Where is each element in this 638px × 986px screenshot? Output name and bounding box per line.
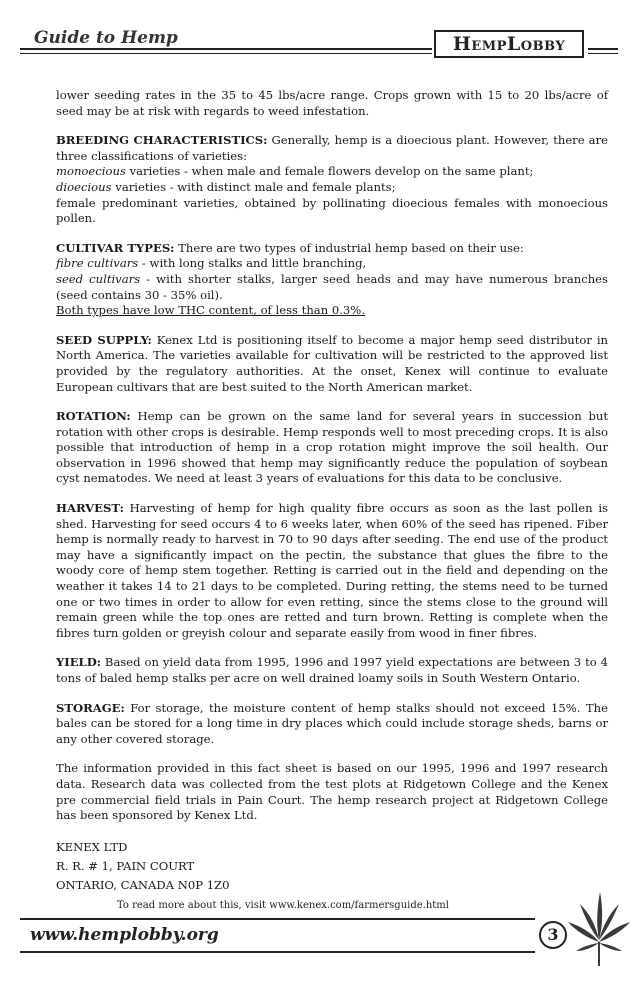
harvest-heading: HARVEST: — [56, 501, 124, 516]
monoecious-term: monoecious — [56, 164, 126, 179]
storage-paragraph — [56, 701, 608, 748]
intro-paragraph: lower seeding rates in the 35 to 45 lbs/acre range. Crops grown with 15 to 20 lbs/acre of seed may be at risk with regards to weed infestation. — [56, 88, 608, 118]
fibre-cultivars-term: fibre cultivars — [56, 256, 139, 271]
seed-supply-heading: SEED SUPPLY: — [56, 332, 152, 347]
yield-text: Based on yield data from 1995, 1996 and 1997 yield expectations are between 3 to 4 tons of baled hemp stalks per acre on well drained loamy soils in South Western Ontario. — [56, 655, 608, 685]
harvest-paragraph — [56, 501, 608, 641]
header-rule — [588, 53, 618, 54]
info-paragraph: The information provided in this fact sheet is based on our 1995, 1996 and 1997 research data. Research data was collected from the test plots at Ridgetown College and the Kenex pre commercial field trials in Pain Court. The hemp research project at Ridgetown College has been sponsored by Kenex Ltd. — [56, 761, 608, 823]
hemp-leaf-icon — [566, 890, 632, 968]
address-line: ONTARIO, CANADA N0P 1Z0 — [56, 877, 230, 892]
seed-supply-text: Kenex Ltd is positioning itself to become a major hemp seed distributor in North America. The varieties available for cultivation will be restricted to the approved list provided by the regulatory authorities. At the onset, Kenex will continue to evaluate European cultivars that are best suited to the North American market. — [56, 332, 608, 394]
breeding-heading: BREEDING CHARACTERISTICS: — [56, 133, 268, 148]
page-header — [0, 0, 638, 60]
cultivar-text: There are two types of industrial hemp based on their use: — [174, 240, 524, 255]
seed-cultivars-text: - with shorter stalks, larger seed heads and may have numerous branches (seed contains 30 - 35% oil). — [56, 271, 608, 302]
breeding-text: Generally, hemp is a dioecious plant. However, there are three classifications of varieties: — [56, 133, 608, 163]
header-rule — [20, 53, 432, 54]
yield-heading: YIELD: — [56, 655, 102, 670]
female-predominant-text: female predominant varieties, obtained by pollinating dioecious females with monoecious pollen. — [56, 195, 608, 226]
footer-url: www.hemplobby.org — [30, 925, 219, 945]
hemplobby-logo: HempLobby — [434, 30, 584, 58]
breeding-paragraph — [56, 133, 608, 227]
yield-paragraph — [56, 655, 608, 686]
rotation-paragraph — [56, 409, 608, 487]
seed-cultivars-term: seed cultivars — [56, 271, 141, 286]
footer-rule — [20, 951, 535, 953]
storage-text: For storage, the moisture content of hemp stalks should not exceed 15%. The bales can be stored for a long time in dry places which could include storage sheds, barns or any other covered storage. — [56, 700, 608, 746]
fibre-cultivars-text: - with long stalks and little branching, — [138, 256, 367, 271]
cultivar-heading: CULTIVAR TYPES: — [56, 240, 175, 255]
dioecious-text: varieties - with distinct male and female plants; — [111, 179, 396, 194]
thc-note: Both types have low THC content, of less than 0.3%. — [56, 303, 366, 318]
read-more-text: To read more about this, visit www.kenex.com/farmersguide.html — [117, 900, 449, 911]
footer-rule — [20, 918, 535, 920]
monoecious-text: varieties - when male and female flowers develop on the same plant; — [125, 164, 534, 179]
cultivar-paragraph — [56, 241, 608, 319]
address-line: KENEX LTD — [56, 839, 128, 854]
harvest-text: Harvesting of hemp for high quality fibre occurs as soon as the last pollen is shed. Harvesting for seed occurs 4 to 6 weeks later, when 60% of the seed has ripened. Fiber hemp is normally ready to harvest in 70 to 90 days after seeding. The end use of the product may have a significantly impact on the pectin, the substance that glues the fibre to the woody core of hemp stem together. Retting is carried out in the field and depending on the weather it takes 14 to 21 days to be completed. During retting, the stems need to be turned one or two times in order to allow for even retting, since the stems close to the ground will remain green while the top ones are retted and turn brown. Retting is complete when the fibres turn golden or greyish colour and separate easily from wood in finer fibres. — [56, 501, 608, 640]
address-block — [56, 838, 608, 895]
dioecious-term: dioecious — [56, 179, 112, 194]
article-body — [56, 88, 608, 895]
rotation-text: Hemp can be grown on the same land for several years in succession but rotation with other crops is desirable. Hemp responds well to most preceding crops. It is also possible that introduction of hemp in a crop rotation might improve the soil health. Our observation in 1996 showed that hemp may significantly reduce the population of soybean cyst nematodes. We need at least 3 years of evaluations for this data to be conclusive. — [56, 409, 608, 486]
seed-supply-paragraph — [56, 333, 608, 395]
address-line: R. R. # 1, PAIN COURT — [56, 858, 195, 873]
header-rule — [20, 48, 432, 50]
header-title: Guide to Hemp — [34, 28, 178, 48]
storage-heading: STORAGE: — [56, 700, 125, 715]
header-rule — [588, 48, 618, 50]
page-number: 3 — [539, 921, 567, 949]
rotation-heading: ROTATION: — [56, 409, 131, 424]
